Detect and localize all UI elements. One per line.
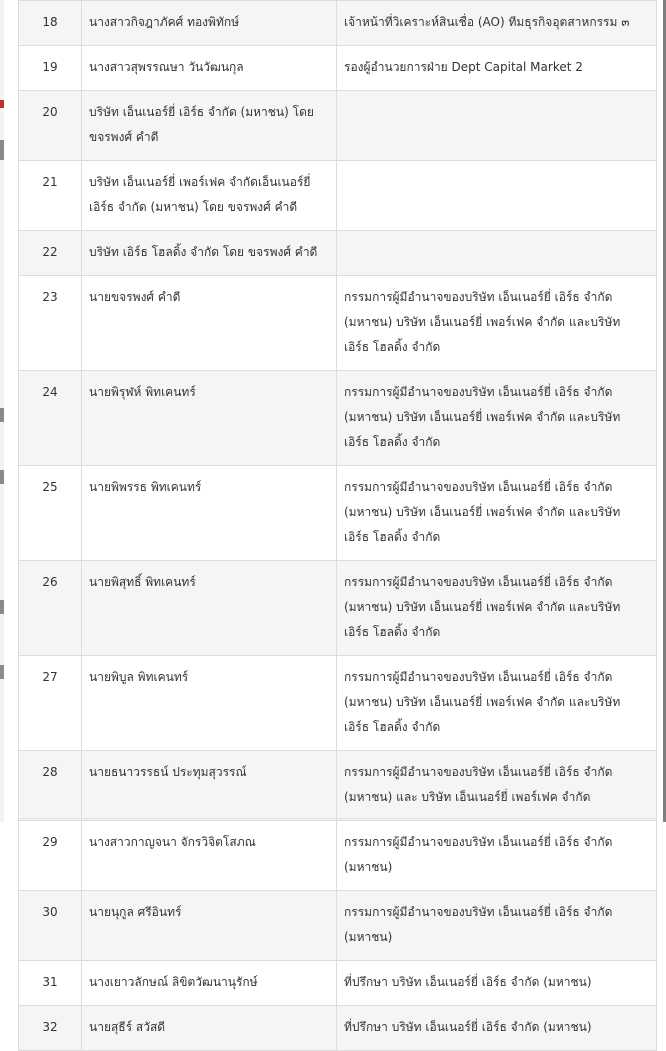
- row-number: 24: [19, 371, 82, 466]
- row-number: 32: [19, 1006, 82, 1051]
- table-row: [19, 1006, 657, 1051]
- left-page-edge: [0, 0, 4, 822]
- bottom-divider: [18, 818, 656, 819]
- row-number: 31: [19, 961, 82, 1006]
- table-row: [19, 371, 657, 466]
- row-position: กรรมการผู้มีอำนาจของบริษัท เอ็นเนอร์ยี่ เอิร์ธ จำกัด (มหาชน) บริษัท เอ็นเนอร์ยี่ เพอร์เฟค จำกัด และบริษัท เอิร์ธ โฮลดิ้ง จำกัด: [337, 656, 657, 751]
- table-row: [19, 231, 657, 276]
- edge-mark: [0, 665, 4, 679]
- edge-mark: [0, 100, 4, 108]
- persons-table: [18, 0, 657, 1051]
- row-position: กรรมการผู้มีอำนาจของบริษัท เอ็นเนอร์ยี่ เอิร์ธ จำกัด (มหาชน) บริษัท เอ็นเนอร์ยี่ เพอร์เฟค จำกัด และบริษัท เอิร์ธ โฮลดิ้ง จำกัด: [337, 561, 657, 656]
- row-number: 20: [19, 91, 82, 161]
- row-name: นางเยาวลักษณ์ ลิขิตวัฒนานุรักษ์: [82, 961, 337, 1006]
- row-position: กรรมการผู้มีอำนาจของบริษัท เอ็นเนอร์ยี่ เอิร์ธ จำกัด (มหาชน) และ บริษัท เอ็นเนอร์ยี่ เพอร์เฟค จำกัด: [337, 751, 657, 821]
- table-row: [19, 161, 657, 231]
- row-position: [337, 91, 657, 161]
- row-name: นางสาวกาญจนา จักรวิจิตโสภณ: [82, 821, 337, 891]
- edge-mark: [0, 408, 4, 422]
- edge-mark: [0, 470, 4, 484]
- row-position: ที่ปรึกษา บริษัท เอ็นเนอร์ยี่ เอิร์ธ จำกัด (มหาชน): [337, 1006, 657, 1051]
- row-number: 18: [19, 1, 82, 46]
- edge-mark: [0, 140, 4, 160]
- row-number: 21: [19, 161, 82, 231]
- row-number: 30: [19, 891, 82, 961]
- table-row: [19, 656, 657, 751]
- row-number: 22: [19, 231, 82, 276]
- row-position: [337, 161, 657, 231]
- edge-mark: [0, 600, 4, 614]
- row-position: กรรมการผู้มีอำนาจของบริษัท เอ็นเนอร์ยี่ เอิร์ธ จำกัด (มหาชน) บริษัท เอ็นเนอร์ยี่ เพอร์เฟค จำกัด และบริษัท เอิร์ธ โฮลดิ้ง จำกัด: [337, 371, 657, 466]
- row-name: บริษัท เอ็นเนอร์ยี่ เพอร์เฟค จำกัดเอ็นเนอร์ยี่ เอิร์ธ จำกัด (มหาชน) โดย ขจรพงศ์ คำดี: [82, 161, 337, 231]
- row-name: นายธนาวรรธน์ ประทุมสุวรรณ์: [82, 751, 337, 821]
- persons-table-container: [18, 0, 656, 1051]
- row-number: 28: [19, 751, 82, 821]
- table-row: [19, 961, 657, 1006]
- row-number: 19: [19, 46, 82, 91]
- table-row: [19, 1, 657, 46]
- row-position: กรรมการผู้มีอำนาจของบริษัท เอ็นเนอร์ยี่ เอิร์ธ จำกัด (มหาชน) บริษัท เอ็นเนอร์ยี่ เพอร์เฟค จำกัด และบริษัท เอิร์ธ โฮลดิ้ง จำกัด: [337, 276, 657, 371]
- table-row: [19, 466, 657, 561]
- table-row: [19, 751, 657, 821]
- row-position: เจ้าหน้าที่วิเคราะห์สินเชื่อ (AO) ทีมธุรกิจอุตสาหกรรม ๓: [337, 1, 657, 46]
- row-name: นายขจรพงศ์ คำดี: [82, 276, 337, 371]
- row-position: กรรมการผู้มีอำนาจของบริษัท เอ็นเนอร์ยี่ เอิร์ธ จำกัด (มหาชน) บริษัท เอ็นเนอร์ยี่ เพอร์เฟค จำกัด และบริษัท เอิร์ธ โฮลดิ้ง จำกัด: [337, 466, 657, 561]
- row-position: [337, 231, 657, 276]
- table-row: [19, 46, 657, 91]
- table-row: [19, 891, 657, 961]
- row-number: 27: [19, 656, 82, 751]
- table-row: [19, 561, 657, 656]
- row-name: บริษัท เอิร์ธ โฮลดิ้ง จำกัด โดย ขจรพงศ์ คำดี: [82, 231, 337, 276]
- table-row: [19, 276, 657, 371]
- row-position: กรรมการผู้มีอำนาจของบริษัท เอ็นเนอร์ยี่ เอิร์ธ จำกัด (มหาชน): [337, 821, 657, 891]
- row-name: บริษัท เอ็นเนอร์ยี่ เอิร์ธ จำกัด (มหาชน) โดย ขจรพงศ์ คำดี: [82, 91, 337, 161]
- row-name: นายพิพรรธ พิทเคนทร์: [82, 466, 337, 561]
- row-position: ที่ปรึกษา บริษัท เอ็นเนอร์ยี่ เอิร์ธ จำกัด (มหาชน): [337, 961, 657, 1006]
- row-number: 25: [19, 466, 82, 561]
- row-name: นายพิบูล พิทเคนทร์: [82, 656, 337, 751]
- table-row: [19, 91, 657, 161]
- row-number: 29: [19, 821, 82, 891]
- row-name: นางสาวสุพรรณษา วันวัฒนกุล: [82, 46, 337, 91]
- row-number: 23: [19, 276, 82, 371]
- row-name: นายสุธีร์ สวัสดี: [82, 1006, 337, 1051]
- table-row: [19, 821, 657, 891]
- row-position: รองผู้อำนวยการฝ่าย Dept Capital Market 2: [337, 46, 657, 91]
- row-number: 26: [19, 561, 82, 656]
- row-position: กรรมการผู้มีอำนาจของบริษัท เอ็นเนอร์ยี่ เอิร์ธ จำกัด (มหาชน): [337, 891, 657, 961]
- row-name: นายนุกูล ศรีอินทร์: [82, 891, 337, 961]
- row-name: นายพิสุทธิ์ พิทเคนทร์: [82, 561, 337, 656]
- row-name: นางสาวกิจฎาภัคศ์ ทองพิทักษ์: [82, 1, 337, 46]
- row-name: นายพิรุฬห์ พิทเคนทร์: [82, 371, 337, 466]
